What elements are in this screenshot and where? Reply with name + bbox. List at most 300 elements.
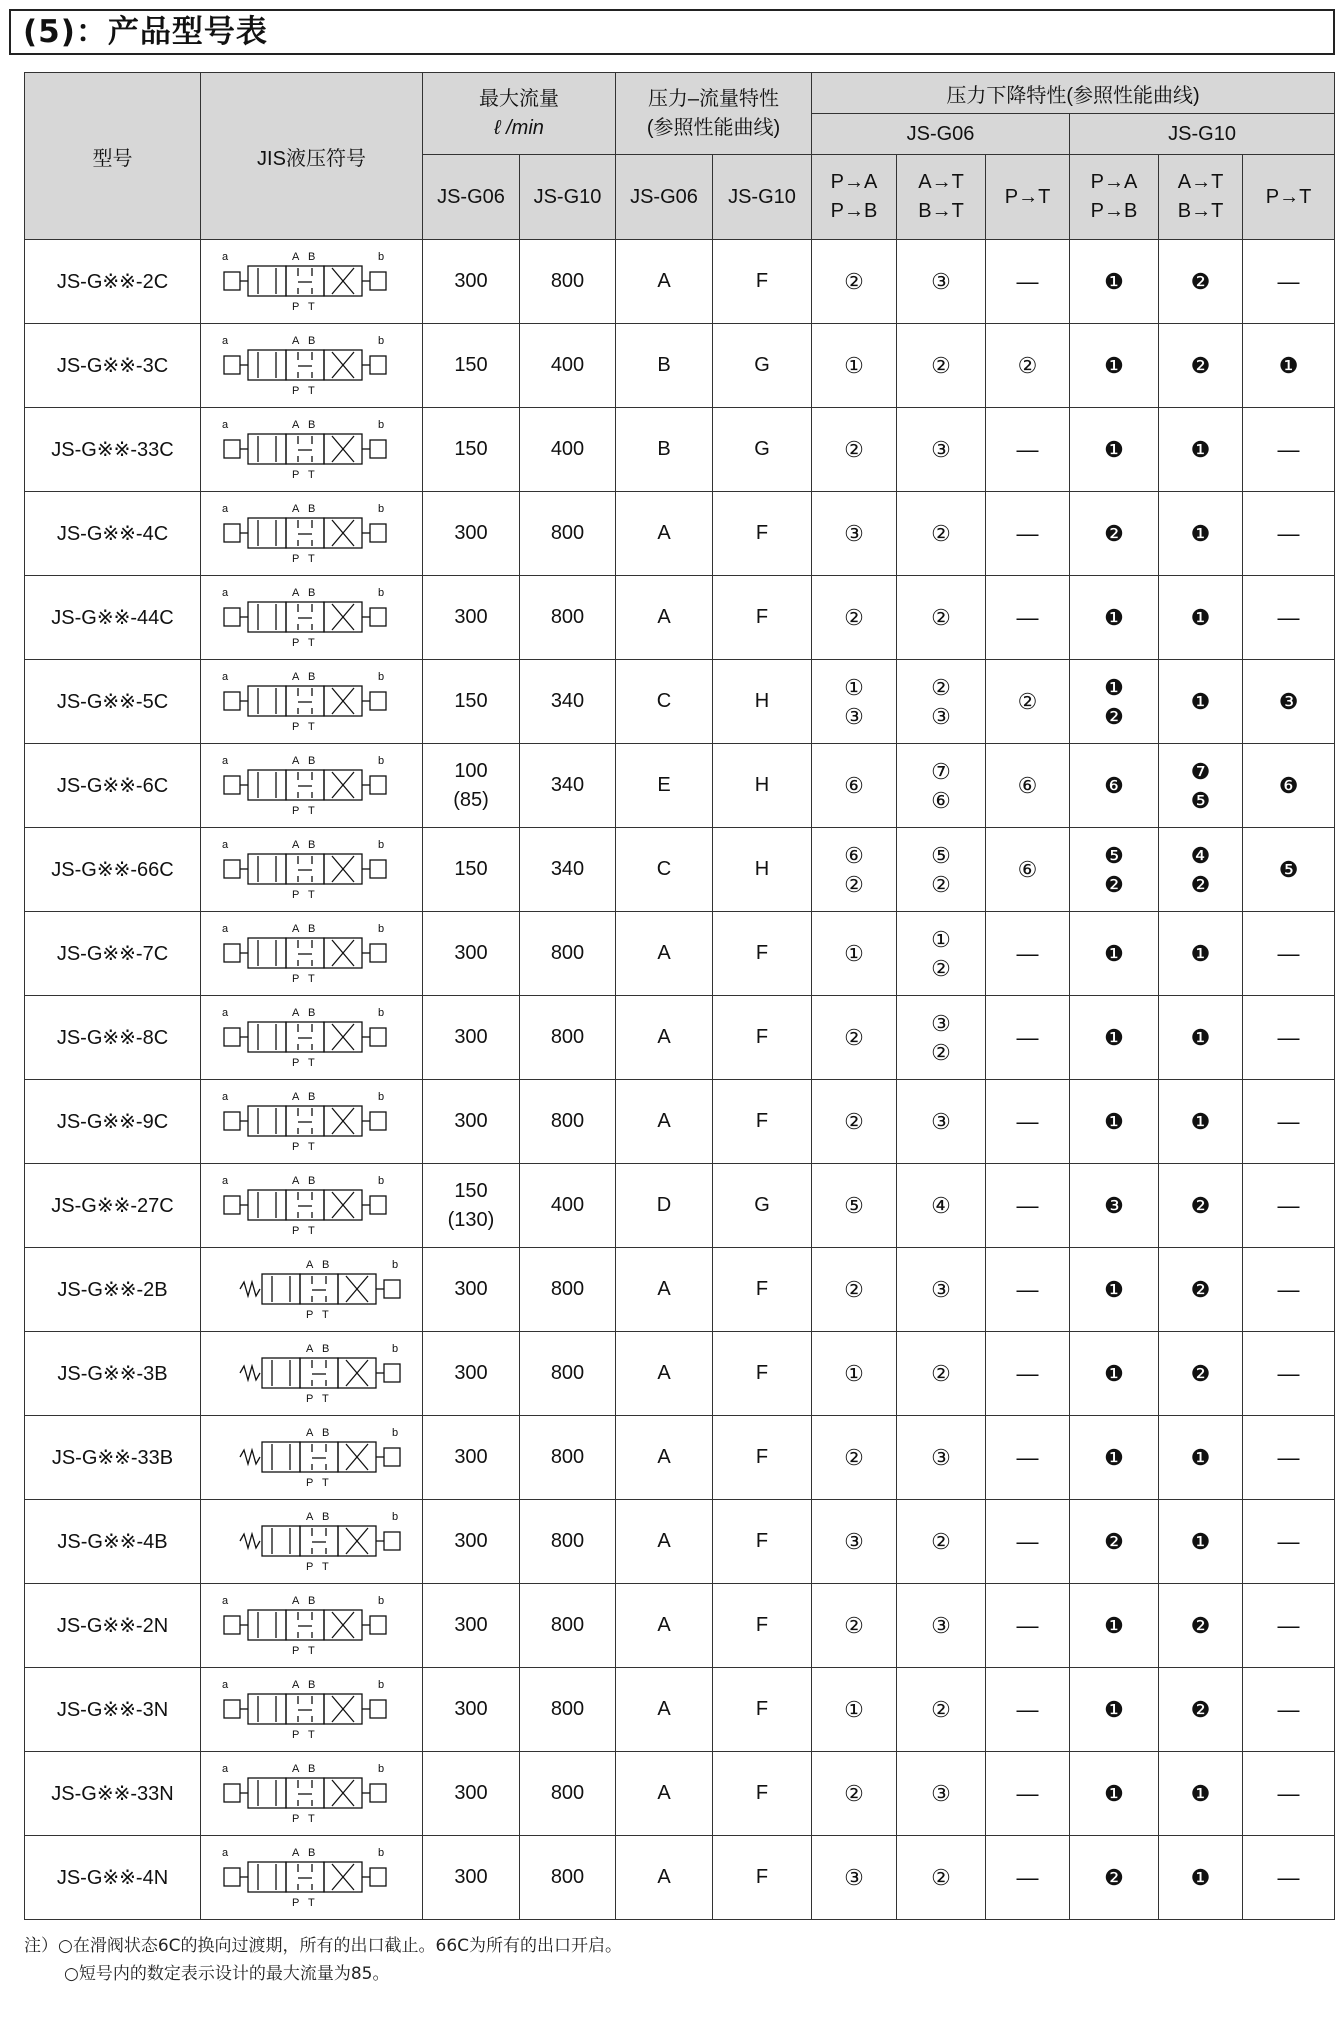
header-pq-label: 压力–流量特性 bbox=[647, 87, 780, 110]
cell-g10-pt-value: — bbox=[1277, 941, 1300, 966]
cell-g06-p-ab bbox=[812, 240, 897, 324]
cell-g10-ab-t bbox=[1159, 1080, 1243, 1164]
cell-g10-p-ab-value: ❷ bbox=[1104, 703, 1124, 729]
cell-g06-p-ab bbox=[812, 1080, 897, 1164]
header-g06-at: A→T bbox=[918, 171, 964, 193]
cell-symbol bbox=[201, 576, 423, 660]
header-g10-p-ab bbox=[1070, 155, 1159, 240]
cell-symbol bbox=[201, 828, 423, 912]
cell-flow-g06-value: 300 bbox=[454, 1362, 488, 1384]
cell-g10-ab-t-value: ❼ bbox=[1190, 758, 1211, 784]
table-row bbox=[25, 996, 1335, 1080]
cell-g06-p-ab-value: ② bbox=[844, 269, 864, 294]
cell-g10-p-ab-value: ❷ bbox=[1104, 1529, 1124, 1554]
table-row bbox=[25, 744, 1335, 828]
svg-text:a: a bbox=[221, 838, 228, 851]
svg-text:T: T bbox=[321, 1392, 329, 1405]
hydraulic-symbol-icon bbox=[212, 1254, 412, 1326]
hydraulic-symbol-icon bbox=[212, 1842, 412, 1914]
table-row bbox=[25, 912, 1335, 996]
cell-g10-pt bbox=[1243, 1164, 1335, 1248]
cell-g10-pt bbox=[1243, 1584, 1335, 1668]
cell-symbol bbox=[201, 240, 423, 324]
cell-flow-g06 bbox=[423, 1332, 520, 1416]
svg-text:P: P bbox=[291, 1896, 299, 1909]
header-g06-pt: P→T bbox=[986, 155, 1070, 240]
cell-g06-p-ab bbox=[812, 1836, 897, 1920]
cell-g06-p-ab bbox=[812, 324, 897, 408]
cell-g10-ab-t-value: ❶ bbox=[1190, 1025, 1211, 1050]
hydraulic-symbol-icon bbox=[212, 582, 412, 654]
cell-g10-p-ab-value: ❶ bbox=[1104, 1025, 1124, 1050]
svg-text:b: b bbox=[377, 670, 384, 683]
cell-pq-g06: C bbox=[616, 660, 713, 744]
header-symbol: JIS液压符号 bbox=[201, 73, 423, 240]
cell-g06-ab-t-value: ④ bbox=[931, 1193, 951, 1218]
cell-g06-p-ab bbox=[812, 912, 897, 996]
svg-text:T: T bbox=[307, 1140, 315, 1153]
cell-flow-g06-value: 300 bbox=[454, 1614, 488, 1636]
cell-g06-p-ab-value: ② bbox=[844, 1613, 864, 1638]
cell-g10-ab-t-value: ❷ bbox=[1190, 1697, 1211, 1722]
svg-text:B: B bbox=[307, 1762, 315, 1775]
cell-g10-p-ab-value: ❷ bbox=[1104, 1865, 1124, 1890]
svg-text:A: A bbox=[305, 1510, 313, 1523]
cell-g06-pt bbox=[986, 1332, 1070, 1416]
cell-g10-ab-t bbox=[1159, 660, 1243, 744]
cell-flow-g06-value: 300 bbox=[454, 606, 488, 628]
svg-text:B: B bbox=[307, 250, 315, 263]
cell-g10-p-ab bbox=[1070, 744, 1159, 828]
cell-g06-p-ab-value: ① bbox=[844, 1697, 864, 1722]
svg-text:a: a bbox=[221, 1174, 228, 1187]
svg-text:b: b bbox=[377, 250, 384, 263]
cell-g10-p-ab bbox=[1070, 576, 1159, 660]
svg-text:B: B bbox=[307, 838, 315, 851]
header-pd-g10: JS-G10 bbox=[1070, 114, 1335, 155]
cell-g10-p-ab bbox=[1070, 996, 1159, 1080]
svg-text:B: B bbox=[307, 334, 315, 347]
svg-text:A: A bbox=[305, 1342, 313, 1355]
cell-g10-pt bbox=[1243, 996, 1335, 1080]
header-max-flow bbox=[423, 73, 616, 155]
cell-g10-pt-value: — bbox=[1277, 1193, 1300, 1218]
cell-g06-pt-value: — bbox=[1016, 1529, 1039, 1554]
cell-flow-g10: 800 bbox=[520, 1584, 616, 1668]
cell-flow-g10: 340 bbox=[520, 744, 616, 828]
cell-g06-ab-t bbox=[897, 1332, 986, 1416]
cell-g06-pt-value: — bbox=[1016, 269, 1039, 294]
cell-g10-pt bbox=[1243, 828, 1335, 912]
cell-g06-p-ab-value: ⑥ bbox=[844, 842, 864, 868]
table-header bbox=[25, 73, 1335, 240]
svg-text:a: a bbox=[221, 1006, 228, 1019]
svg-text:B: B bbox=[321, 1342, 329, 1355]
cell-g06-p-ab bbox=[812, 1668, 897, 1752]
cell-model: JS-G※※-5C bbox=[25, 660, 201, 744]
cell-flow-g06-value: 300 bbox=[454, 1446, 488, 1468]
hydraulic-symbol-icon bbox=[212, 1422, 412, 1494]
cell-flow-g10: 800 bbox=[520, 576, 616, 660]
cell-g06-p-ab bbox=[812, 1332, 897, 1416]
cell-flow-g06-value: 150 bbox=[454, 1179, 488, 1202]
cell-g06-p-ab bbox=[812, 1584, 897, 1668]
cell-g06-ab-t bbox=[897, 1500, 986, 1584]
cell-g06-pt bbox=[986, 1248, 1070, 1332]
cell-g06-pt bbox=[986, 1500, 1070, 1584]
header-g06-bt: B→T bbox=[918, 200, 964, 222]
cell-g06-ab-t-value: ③ bbox=[931, 1781, 951, 1806]
table-row bbox=[25, 576, 1335, 660]
cell-pq-g06: A bbox=[616, 1332, 713, 1416]
cell-flow-g10: 800 bbox=[520, 1248, 616, 1332]
cell-symbol bbox=[201, 1248, 423, 1332]
svg-text:T: T bbox=[307, 888, 315, 901]
cell-flow-g06-value: (130) bbox=[447, 1208, 495, 1231]
cell-g10-p-ab-value: ❶ bbox=[1104, 1445, 1124, 1470]
svg-text:b: b bbox=[377, 1762, 384, 1775]
cell-g10-p-ab bbox=[1070, 1836, 1159, 1920]
cell-g06-pt bbox=[986, 912, 1070, 996]
cell-flow-g06-value: 150 bbox=[454, 354, 488, 376]
cell-symbol bbox=[201, 912, 423, 996]
cell-flow-g10: 400 bbox=[520, 408, 616, 492]
cell-symbol bbox=[201, 1164, 423, 1248]
hydraulic-symbol-icon bbox=[212, 1338, 412, 1410]
cell-symbol bbox=[201, 1836, 423, 1920]
cell-g06-p-ab-value: ③ bbox=[844, 703, 864, 729]
svg-text:B: B bbox=[307, 922, 315, 935]
hydraulic-symbol-icon bbox=[212, 498, 412, 570]
cell-pq-g06: A bbox=[616, 1416, 713, 1500]
svg-text:a: a bbox=[221, 754, 228, 767]
cell-g10-p-ab-value: ❶ bbox=[1104, 1781, 1124, 1806]
cell-pq-g10: F bbox=[713, 1080, 812, 1164]
svg-text:P: P bbox=[305, 1476, 313, 1489]
cell-flow-g06 bbox=[423, 1668, 520, 1752]
cell-pq-g06: C bbox=[616, 828, 713, 912]
cell-pq-g06: A bbox=[616, 1752, 713, 1836]
cell-g10-ab-t-value: ❶ bbox=[1190, 941, 1211, 966]
cell-flow-g10: 340 bbox=[520, 660, 616, 744]
cell-g06-ab-t-value: ⑦ bbox=[931, 758, 951, 784]
cell-pq-g10: F bbox=[713, 1500, 812, 1584]
cell-g06-ab-t bbox=[897, 1752, 986, 1836]
svg-text:T: T bbox=[307, 804, 315, 817]
cell-flow-g06-value: 300 bbox=[454, 270, 488, 292]
cell-symbol bbox=[201, 660, 423, 744]
svg-text:T: T bbox=[307, 300, 315, 313]
svg-text:b: b bbox=[377, 418, 384, 431]
header-pd-g06: JS-G06 bbox=[812, 114, 1070, 155]
cell-pq-g10: F bbox=[713, 492, 812, 576]
cell-g10-ab-t bbox=[1159, 996, 1243, 1080]
cell-pq-g06: A bbox=[616, 996, 713, 1080]
cell-g06-pt-value: — bbox=[1016, 1445, 1039, 1470]
cell-g06-p-ab-value: ③ bbox=[844, 1529, 864, 1554]
cell-g10-p-ab-value: ❶ bbox=[1104, 1697, 1124, 1722]
hydraulic-symbol-icon bbox=[212, 918, 412, 990]
cell-g06-p-ab-value: ② bbox=[844, 1781, 864, 1806]
cell-g06-pt-value: — bbox=[1016, 1697, 1039, 1722]
cell-g06-pt-value: ② bbox=[1017, 353, 1038, 378]
cell-flow-g06-value: 150 bbox=[454, 438, 488, 460]
cell-pq-g06: A bbox=[616, 1500, 713, 1584]
cell-g10-p-ab-value: ❻ bbox=[1104, 773, 1124, 798]
svg-text:A: A bbox=[291, 1678, 299, 1691]
cell-g10-p-ab bbox=[1070, 1500, 1159, 1584]
cell-model: JS-G※※-33N bbox=[25, 1752, 201, 1836]
cell-g10-ab-t-value: ❷ bbox=[1190, 269, 1211, 294]
svg-text:A: A bbox=[291, 1174, 299, 1187]
cell-flow-g06 bbox=[423, 1500, 520, 1584]
svg-text:P: P bbox=[291, 1056, 299, 1069]
footnote-2: ○短号内的数定表示设计的最大流量为85。 bbox=[64, 1964, 390, 1984]
svg-text:a: a bbox=[221, 250, 228, 263]
cell-pq-g10: F bbox=[713, 1584, 812, 1668]
svg-text:A: A bbox=[291, 1762, 299, 1775]
cell-g10-ab-t-value: ❷ bbox=[1190, 1613, 1211, 1638]
header-pq-g10: JS-G10 bbox=[713, 155, 812, 240]
cell-g10-pt bbox=[1243, 576, 1335, 660]
cell-flow-g10: 400 bbox=[520, 324, 616, 408]
cell-g10-p-ab-value: ❶ bbox=[1104, 1109, 1124, 1134]
cell-model: JS-G※※-6C bbox=[25, 744, 201, 828]
cell-g10-p-ab-value: ❸ bbox=[1104, 1193, 1124, 1218]
header-g06-pb: P→B bbox=[830, 200, 878, 222]
cell-g10-ab-t bbox=[1159, 240, 1243, 324]
svg-text:B: B bbox=[307, 1174, 315, 1187]
svg-text:a: a bbox=[221, 1762, 228, 1775]
svg-text:P: P bbox=[291, 1728, 299, 1741]
header-g06-p-ab bbox=[812, 155, 897, 240]
svg-text:B: B bbox=[307, 754, 315, 767]
cell-g10-p-ab bbox=[1070, 1416, 1159, 1500]
cell-g10-pt-value: — bbox=[1277, 1445, 1300, 1470]
cell-flow-g10: 340 bbox=[520, 828, 616, 912]
product-model-table-wrapper bbox=[24, 72, 1334, 1920]
cell-g10-pt bbox=[1243, 912, 1335, 996]
cell-g06-ab-t bbox=[897, 492, 986, 576]
cell-pq-g10: G bbox=[713, 408, 812, 492]
cell-flow-g06 bbox=[423, 828, 520, 912]
cell-g10-p-ab-value: ❷ bbox=[1104, 871, 1124, 897]
cell-g10-ab-t-value: ❶ bbox=[1190, 1781, 1211, 1806]
header-g10-bt: B→T bbox=[1177, 200, 1224, 222]
cell-symbol bbox=[201, 408, 423, 492]
cell-symbol bbox=[201, 324, 423, 408]
footnotes bbox=[24, 1932, 1324, 1988]
cell-g06-ab-t-value: ③ bbox=[931, 1613, 951, 1638]
cell-g06-pt-value: — bbox=[1016, 1361, 1039, 1386]
cell-pq-g10: F bbox=[713, 912, 812, 996]
cell-flow-g10: 800 bbox=[520, 1668, 616, 1752]
svg-text:a: a bbox=[221, 1594, 228, 1607]
cell-g06-ab-t-value: ② bbox=[931, 1865, 951, 1890]
cell-g10-p-ab bbox=[1070, 492, 1159, 576]
table-row bbox=[25, 1584, 1335, 1668]
cell-g10-p-ab-value: ❶ bbox=[1104, 437, 1124, 462]
svg-text:P: P bbox=[291, 972, 299, 985]
cell-symbol bbox=[201, 996, 423, 1080]
cell-g06-pt bbox=[986, 1752, 1070, 1836]
cell-g10-ab-t-value: ❷ bbox=[1190, 1361, 1211, 1386]
cell-g10-p-ab bbox=[1070, 1248, 1159, 1332]
cell-g10-pt-value: — bbox=[1277, 521, 1300, 546]
cell-g10-pt bbox=[1243, 1500, 1335, 1584]
svg-text:P: P bbox=[291, 720, 299, 733]
cell-flow-g10: 800 bbox=[520, 1080, 616, 1164]
header-g10-pt: P→T bbox=[1243, 155, 1335, 240]
cell-g06-p-ab-value: ② bbox=[844, 1277, 864, 1302]
svg-text:A: A bbox=[305, 1426, 313, 1439]
table-row bbox=[25, 240, 1335, 324]
cell-g10-ab-t bbox=[1159, 1164, 1243, 1248]
cell-g06-p-ab-value: ② bbox=[844, 605, 864, 630]
cell-g10-ab-t bbox=[1159, 408, 1243, 492]
svg-text:b: b bbox=[377, 838, 384, 851]
cell-model: JS-G※※-2C bbox=[25, 240, 201, 324]
cell-flow-g10: 800 bbox=[520, 240, 616, 324]
svg-text:b: b bbox=[377, 754, 384, 767]
cell-g06-pt-value: — bbox=[1016, 1193, 1039, 1218]
table-row bbox=[25, 1332, 1335, 1416]
cell-g06-pt-value: — bbox=[1016, 941, 1039, 966]
cell-flow-g06-value: 300 bbox=[454, 1782, 488, 1804]
svg-text:T: T bbox=[307, 384, 315, 397]
cell-g06-ab-t bbox=[897, 1416, 986, 1500]
cell-g06-ab-t bbox=[897, 324, 986, 408]
cell-g06-pt-value: ⑥ bbox=[1017, 773, 1038, 798]
svg-text:A: A bbox=[291, 334, 299, 347]
cell-g10-ab-t-value: ❷ bbox=[1190, 353, 1211, 378]
table-row bbox=[25, 1248, 1335, 1332]
cell-g06-p-ab-value: ① bbox=[844, 353, 864, 378]
cell-g06-pt bbox=[986, 1416, 1070, 1500]
cell-g10-ab-t bbox=[1159, 828, 1243, 912]
cell-pq-g10: H bbox=[713, 744, 812, 828]
cell-g06-ab-t-value: ③ bbox=[931, 703, 951, 729]
cell-g10-pt bbox=[1243, 1416, 1335, 1500]
svg-text:B: B bbox=[307, 1594, 315, 1607]
cell-g06-ab-t bbox=[897, 1248, 986, 1332]
hydraulic-symbol-icon bbox=[212, 1506, 412, 1578]
cell-pq-g06: A bbox=[616, 1248, 713, 1332]
table-row bbox=[25, 1164, 1335, 1248]
cell-g06-p-ab bbox=[812, 744, 897, 828]
cell-pq-g10: F bbox=[713, 996, 812, 1080]
hydraulic-symbol-icon bbox=[212, 1086, 412, 1158]
cell-g10-pt-value: — bbox=[1277, 1781, 1300, 1806]
cell-g06-ab-t bbox=[897, 1080, 986, 1164]
cell-g10-p-ab-value: ❶ bbox=[1104, 1613, 1124, 1638]
cell-g06-pt-value: — bbox=[1016, 1781, 1039, 1806]
cell-g10-ab-t bbox=[1159, 1584, 1243, 1668]
cell-symbol bbox=[201, 1584, 423, 1668]
cell-flow-g06 bbox=[423, 660, 520, 744]
svg-text:B: B bbox=[307, 1846, 315, 1859]
cell-g10-p-ab-value: ❶ bbox=[1104, 674, 1124, 700]
cell-flow-g06-value: 300 bbox=[454, 1698, 488, 1720]
cell-g06-pt-value: — bbox=[1016, 1277, 1039, 1302]
header-max-flow-label: 最大流量 bbox=[479, 87, 559, 110]
cell-flow-g10: 800 bbox=[520, 492, 616, 576]
cell-g06-pt-value: — bbox=[1016, 437, 1039, 462]
cell-g10-pt-value: ❺ bbox=[1278, 857, 1299, 882]
svg-text:B: B bbox=[321, 1510, 329, 1523]
cell-flow-g10: 800 bbox=[520, 1332, 616, 1416]
table-row bbox=[25, 324, 1335, 408]
cell-g10-pt bbox=[1243, 1080, 1335, 1164]
cell-g06-p-ab bbox=[812, 1500, 897, 1584]
svg-text:P: P bbox=[291, 1812, 299, 1825]
cell-g10-pt-value: — bbox=[1277, 1613, 1300, 1638]
cell-g06-ab-t bbox=[897, 744, 986, 828]
cell-g10-pt-value: — bbox=[1277, 1361, 1300, 1386]
cell-symbol bbox=[201, 1668, 423, 1752]
cell-flow-g06-value: 300 bbox=[454, 942, 488, 964]
cell-g06-p-ab bbox=[812, 996, 897, 1080]
cell-model: JS-G※※-9C bbox=[25, 1080, 201, 1164]
svg-text:B: B bbox=[321, 1258, 329, 1271]
svg-text:a: a bbox=[221, 334, 228, 347]
cell-g10-pt bbox=[1243, 408, 1335, 492]
svg-text:P: P bbox=[291, 636, 299, 649]
cell-g10-ab-t-value: ❶ bbox=[1190, 1109, 1211, 1134]
cell-flow-g06 bbox=[423, 912, 520, 996]
hydraulic-symbol-icon bbox=[212, 750, 412, 822]
cell-g10-pt-value: ❻ bbox=[1278, 773, 1299, 798]
svg-text:T: T bbox=[307, 468, 315, 481]
svg-text:T: T bbox=[307, 552, 315, 565]
svg-text:b: b bbox=[377, 1174, 384, 1187]
cell-g06-p-ab bbox=[812, 1248, 897, 1332]
cell-g10-p-ab bbox=[1070, 1752, 1159, 1836]
svg-text:A: A bbox=[291, 418, 299, 431]
cell-g10-ab-t-value: ❶ bbox=[1190, 605, 1211, 630]
cell-g06-pt bbox=[986, 492, 1070, 576]
cell-g10-pt bbox=[1243, 744, 1335, 828]
cell-g06-pt bbox=[986, 576, 1070, 660]
cell-pq-g10: F bbox=[713, 1416, 812, 1500]
cell-model: JS-G※※-7C bbox=[25, 912, 201, 996]
cell-g10-ab-t-value: ❹ bbox=[1190, 842, 1211, 868]
cell-g10-ab-t-value: ❶ bbox=[1190, 689, 1211, 714]
cell-g10-ab-t-value: ❶ bbox=[1190, 521, 1211, 546]
cell-model: JS-G※※-8C bbox=[25, 996, 201, 1080]
cell-g10-p-ab-value: ❶ bbox=[1104, 353, 1124, 378]
cell-g10-pt-value: — bbox=[1277, 1529, 1300, 1554]
table-row bbox=[25, 1416, 1335, 1500]
cell-model: JS-G※※-2B bbox=[25, 1248, 201, 1332]
cell-g10-ab-t-value: ❶ bbox=[1190, 1865, 1211, 1890]
cell-g06-pt bbox=[986, 828, 1070, 912]
svg-text:P: P bbox=[291, 804, 299, 817]
svg-text:A: A bbox=[291, 670, 299, 683]
cell-g06-p-ab bbox=[812, 1164, 897, 1248]
cell-flow-g06-value: 100 bbox=[454, 759, 488, 782]
cell-flow-g10: 800 bbox=[520, 996, 616, 1080]
cell-model: JS-G※※-27C bbox=[25, 1164, 201, 1248]
cell-g06-ab-t bbox=[897, 660, 986, 744]
cell-g10-p-ab bbox=[1070, 1332, 1159, 1416]
cell-flow-g06 bbox=[423, 240, 520, 324]
svg-text:a: a bbox=[221, 418, 228, 431]
svg-text:A: A bbox=[291, 250, 299, 263]
svg-text:B: B bbox=[307, 502, 315, 515]
cell-flow-g06-value: (85) bbox=[453, 788, 489, 811]
svg-text:a: a bbox=[221, 1678, 228, 1691]
